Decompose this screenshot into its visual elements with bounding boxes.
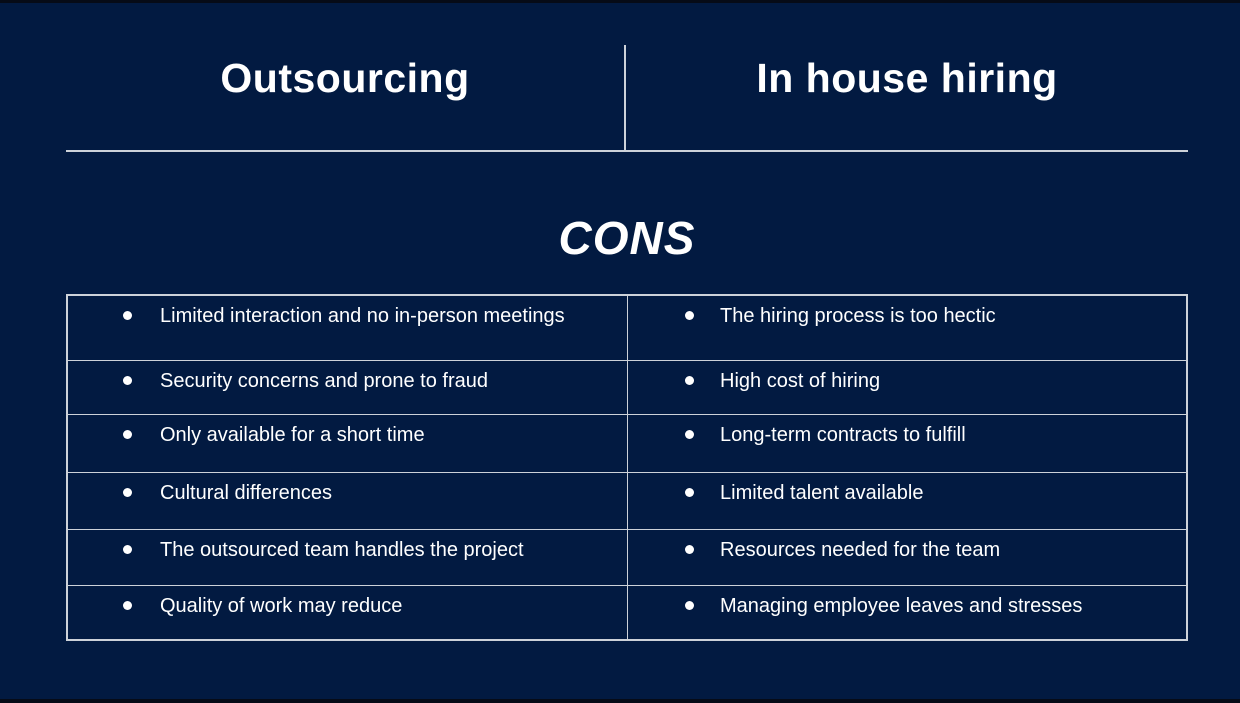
outsourcing-con-cell bbox=[68, 586, 628, 639]
outsourcing-con-text: The outsourced team handles the project bbox=[160, 539, 524, 561]
in-house-con-text: Limited talent available bbox=[720, 482, 924, 504]
header-column-in-house bbox=[626, 45, 1188, 150]
in-house-con-text: Resources needed for the team bbox=[720, 539, 1001, 561]
in-house-con-cell bbox=[628, 586, 1186, 639]
outsourcing-con-cell bbox=[68, 473, 628, 529]
bullet-icon bbox=[123, 545, 132, 554]
in-house-hiring-title: In house hiring bbox=[756, 55, 1058, 101]
bullet-icon bbox=[123, 376, 132, 385]
in-house-con-cell bbox=[628, 530, 1186, 585]
bullet-icon bbox=[685, 545, 694, 554]
bullet-icon bbox=[123, 430, 132, 439]
outsourcing-con-cell bbox=[68, 361, 628, 414]
in-house-con-text: Managing employee leaves and stresses bbox=[720, 595, 1083, 617]
table-row bbox=[68, 472, 1186, 529]
comparison-header bbox=[66, 45, 1188, 150]
bullet-icon bbox=[685, 376, 694, 385]
in-house-con-cell bbox=[628, 361, 1186, 414]
section-title-cons: CONS bbox=[558, 212, 696, 264]
bullet-icon bbox=[123, 601, 132, 610]
header-underline bbox=[66, 150, 1188, 152]
in-house-con-cell bbox=[628, 415, 1186, 472]
in-house-con-cell bbox=[628, 296, 1186, 360]
table-row bbox=[68, 360, 1186, 414]
top-edge-bar bbox=[0, 0, 1240, 3]
table-row bbox=[68, 414, 1186, 472]
bullet-icon bbox=[123, 311, 132, 320]
bottom-edge-bar bbox=[0, 699, 1240, 703]
bullet-icon bbox=[685, 311, 694, 320]
outsourcing-con-text: Limited interaction and no in-person meetings bbox=[160, 305, 565, 327]
outsourcing-con-cell bbox=[68, 415, 628, 472]
in-house-con-cell bbox=[628, 473, 1186, 529]
bullet-icon bbox=[685, 488, 694, 497]
outsourcing-con-cell bbox=[68, 296, 628, 360]
outsourcing-con-cell bbox=[68, 530, 628, 585]
bullet-icon bbox=[685, 601, 694, 610]
outsourcing-con-text: Cultural differences bbox=[160, 482, 332, 504]
in-house-con-text: Long-term contracts to fulfill bbox=[720, 424, 966, 446]
in-house-con-text: High cost of hiring bbox=[720, 370, 881, 392]
outsourcing-con-text: Security concerns and prone to fraud bbox=[160, 370, 488, 392]
outsourcing-title: Outsourcing bbox=[220, 55, 470, 101]
header-column-outsourcing bbox=[66, 45, 626, 150]
cons-comparison-table bbox=[66, 294, 1188, 641]
outsourcing-con-text: Only available for a short time bbox=[160, 424, 425, 446]
table-row bbox=[68, 296, 1186, 360]
outsourcing-con-text: Quality of work may reduce bbox=[160, 595, 403, 617]
bullet-icon bbox=[123, 488, 132, 497]
in-house-con-text: The hiring process is too hectic bbox=[720, 305, 996, 327]
table-row bbox=[68, 529, 1186, 585]
table-row bbox=[68, 585, 1186, 639]
bullet-icon bbox=[685, 430, 694, 439]
